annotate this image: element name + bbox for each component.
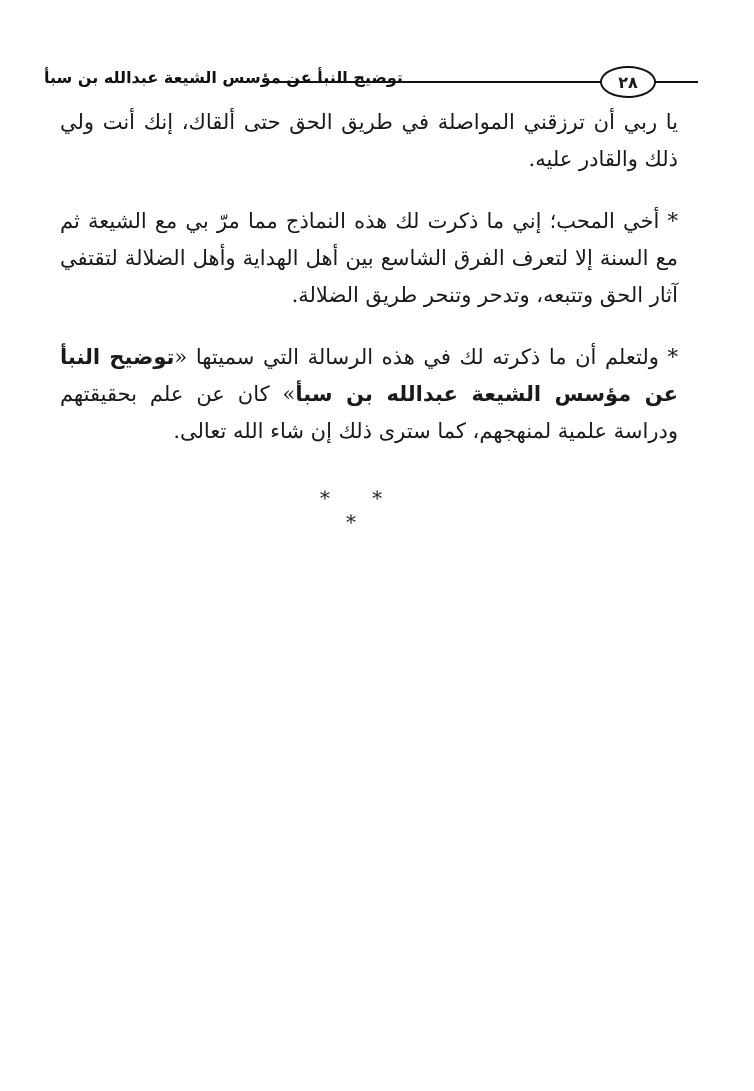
- paragraph-2: * أخي المحب؛ إني ما ذكرت لك هذه النماذج مما مرّ بي مع الشيعة ثم مع السنة إلا لتعرف الفرق الشاسع بين أهل الهداية وأهل الضلالة لتقتفي آثار الحق وتتبعه، وتدحر وتنحر طريق الضلالة.: [60, 209, 678, 307]
- paragraph-3-rest: » كان عن علم بحقيقتهم ودراسة علمية لمنهجهم، كما سترى ذلك إن شاء الله تعالى.: [60, 382, 678, 443]
- book-title: توضيح النبأ عن مؤسس الشيعة عبدالله بن سبأ: [60, 345, 678, 406]
- page-number: ٢٨: [600, 66, 656, 98]
- running-header: [44, 64, 656, 98]
- running-header-title: توضيح النبأ عن مؤسس الشيعة عبدالله بن سبأ: [44, 68, 403, 87]
- paragraph-3: [60, 339, 678, 450]
- paragraph-3-lead: * ولتعلم أن ما ذكرته لك في هذه الرسالة التي سميتها «: [174, 345, 678, 369]
- section-divider: * * *: [319, 486, 401, 534]
- header-rule: [264, 81, 602, 83]
- body-text: [60, 104, 678, 475]
- paragraph-1: يا ربي أن ترزقني المواصلة في طريق الحق حتى ألقاك، إنك أنت ولي ذلك والقادر عليه.: [60, 110, 678, 171]
